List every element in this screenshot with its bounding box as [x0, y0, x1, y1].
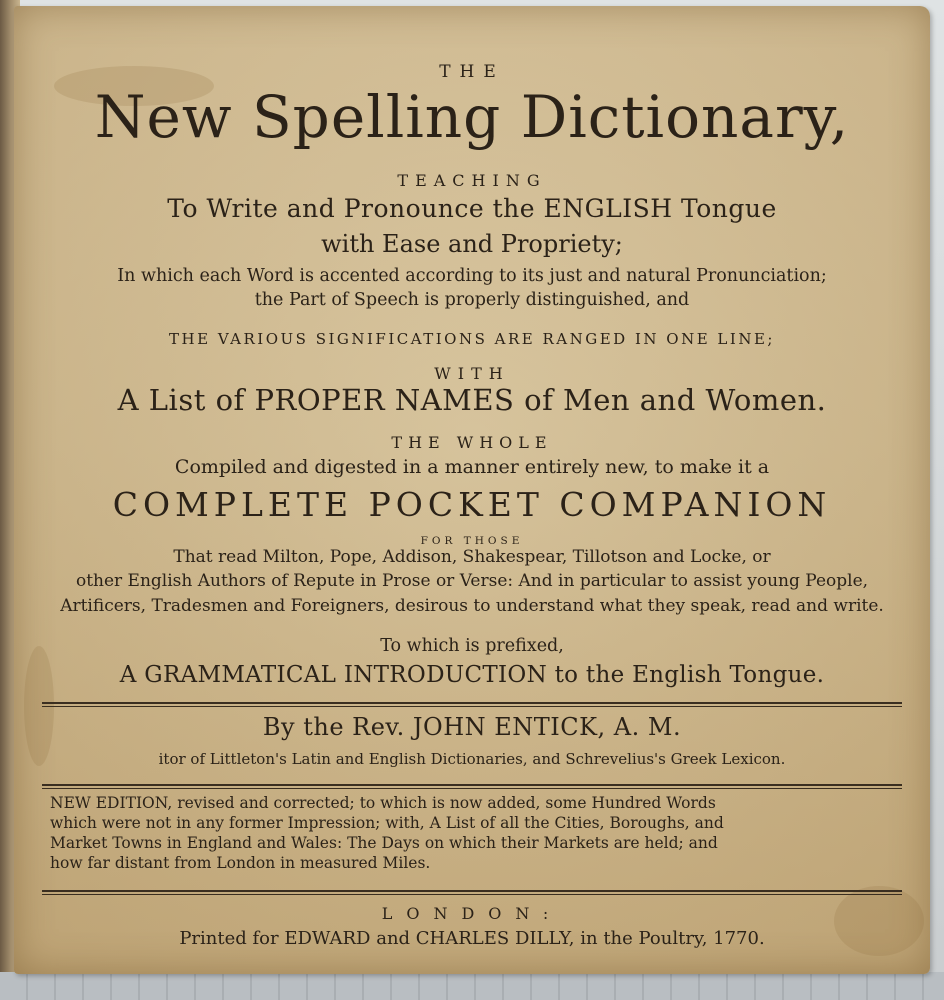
divider-rule [42, 894, 902, 895]
pocket-companion-heading: COMPLETE POCKET COMPANION [112, 485, 832, 524]
authors-line: That read Milton, Pope, Addison, Shakespear, Tillotson and Locke, or [173, 547, 771, 567]
divider-rule [42, 706, 902, 707]
book-title: New Spelling Dictionary, [94, 83, 850, 151]
repute-line: other English Authors of Repute in Prose or Verse: And in particular to assist young People, [75, 571, 869, 591]
prefixed-line: To which is prefixed, [380, 636, 564, 656]
divider-rule [42, 788, 902, 789]
compiled-line: Compiled and digested in a manner entirely new, to make it a [174, 456, 770, 478]
divider-rule [42, 784, 902, 786]
proper-names-line: A List of PROPER NAMES of Men and Women. [117, 383, 827, 417]
accent-line: In which each Word is accented according to its just and natural Pronunciation; [117, 266, 827, 286]
divider-rule [42, 702, 902, 704]
london-heading: LONDON: [381, 904, 563, 923]
edition-line: how far distant from London in measured Miles. [50, 854, 431, 872]
grammatical-introduction-line: A GRAMMATICAL INTRODUCTION to the English Tongue. [119, 662, 825, 688]
subtitle-write-line: To Write and Pronounce the ENGLISH Tongue [167, 194, 777, 223]
for-those-heading: FOR THOSE [420, 535, 524, 547]
divider-rule [42, 890, 902, 892]
artificers-line: Artificers, Tradesmen and Foreigners, desirous to understand what they speak, read and write. [60, 596, 884, 616]
edition-line: NEW EDITION, revised and corrected; to which is now added, some Hundred Words [50, 794, 716, 812]
editor-line: itor of Littleton's Latin and English Dictionaries, and Schrevelius's Greek Lexicon. [158, 750, 786, 768]
author-line: By the Rev. JOHN ENTICK, A. M. [262, 713, 682, 741]
edition-line: Market Towns in England and Wales: The Days on which their Markets are held; and [50, 834, 718, 852]
with-heading: WITH [434, 364, 510, 383]
title-page [14, 6, 930, 974]
teaching-heading: TEACHING [397, 171, 547, 190]
subtitle-ease-line: with Ease and Propriety; [321, 230, 623, 258]
whole-heading: THE WHOLE [391, 433, 553, 452]
significations-line: THE VARIOUS SIGNIFICATIONS ARE RANGED IN ONE LINE; [169, 330, 775, 348]
imprint-line: Printed for EDWARD and CHARLES DILLY, in the Poultry, 1770. [179, 928, 765, 949]
edition-line: which were not in any former Impression; with, A List of all the Cities, Boroughs, and [50, 814, 724, 832]
speech-line: the Part of Speech is properly distinguished, and [254, 290, 690, 310]
surface-below-book [0, 972, 944, 1000]
the-heading: THE [439, 62, 505, 82]
